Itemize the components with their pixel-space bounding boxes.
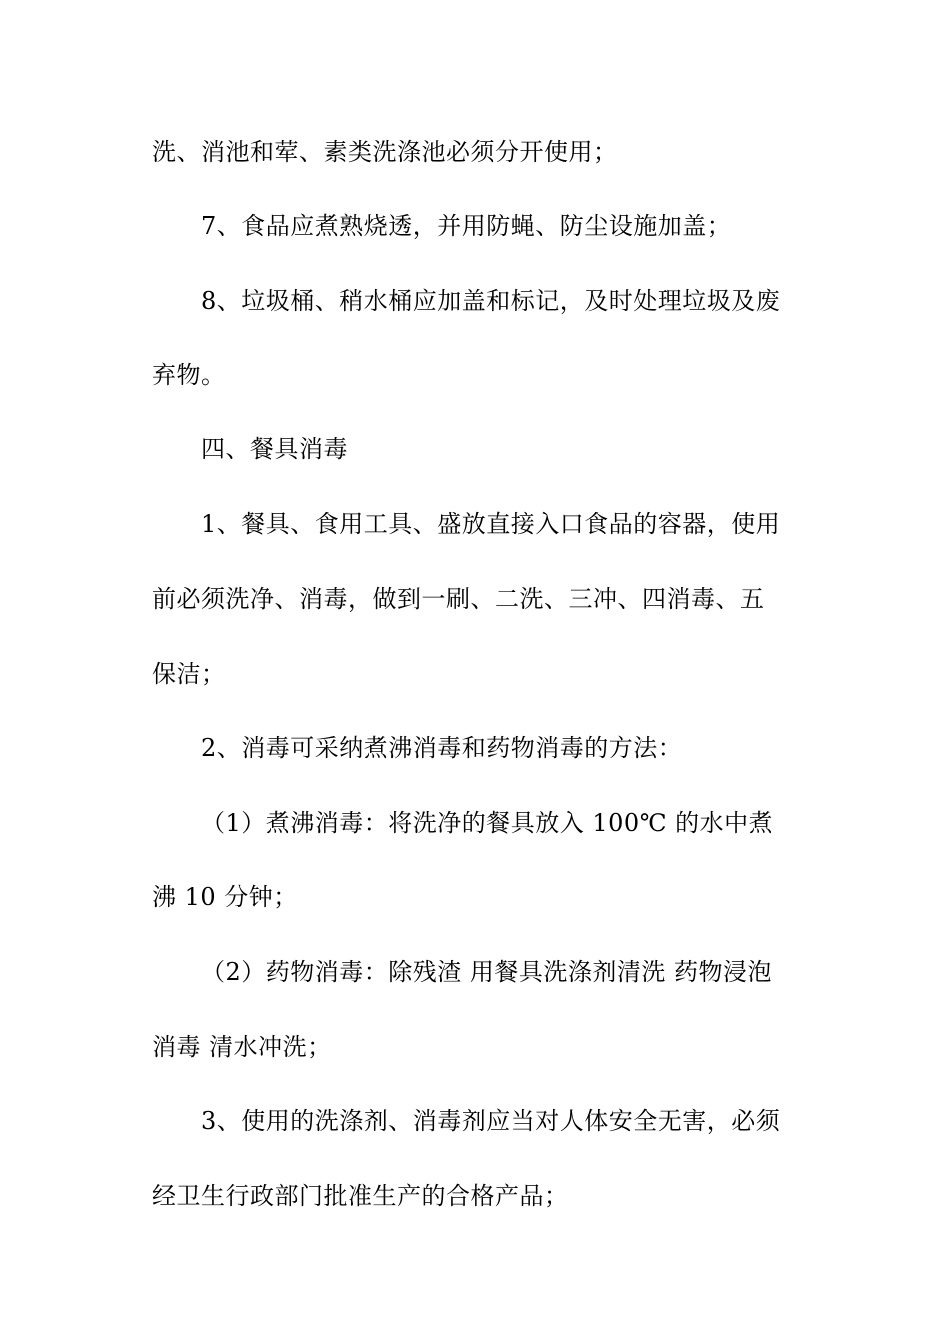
paragraph-line-14: 3、使用的洗涤剂、消毒剂应当对人体安全无害，必须 — [201, 1107, 781, 1135]
paragraph-line-11: 沸 10 分钟； — [152, 883, 298, 911]
paragraph-line-6: 1、餐具、食用工具、盛放直接入口食品的容器，使用 — [201, 510, 781, 538]
paragraph-line-1: 洗、消池和荤、素类洗涤池必须分开使用； — [152, 138, 618, 166]
paragraph-line-15: 经卫生行政部门批准生产的合格产品； — [152, 1182, 569, 1210]
paragraph-line-3: 8、垃圾桶、稍水桶应加盖和标记，及时处理垃圾及废 — [201, 287, 781, 315]
paragraph-line-8: 保洁； — [152, 660, 226, 688]
paragraph-line-13: 消毒 清水冲洗； — [152, 1033, 332, 1061]
paragraph-line-7: 前必须洗净、消毒，做到一刷、二洗、三冲、四消毒、五 — [152, 585, 765, 613]
paragraph-line-9: 2、消毒可采纳煮沸消毒和药物消毒的方法： — [201, 734, 683, 762]
section-heading: 四、餐具消毒 — [201, 435, 348, 463]
paragraph-line-12: （2）药物消毒：除残渣 用餐具洗涤剂清洗 药物浸泡 — [201, 958, 773, 986]
paragraph-line-10: （1）煮沸消毒：将洗净的餐具放入 100℃ 的水中煮 — [201, 809, 774, 837]
paragraph-line-2: 7、食品应煮熟烧透，并用防蝇、防尘设施加盖； — [201, 212, 732, 240]
paragraph-line-4: 弃物。 — [152, 361, 226, 389]
